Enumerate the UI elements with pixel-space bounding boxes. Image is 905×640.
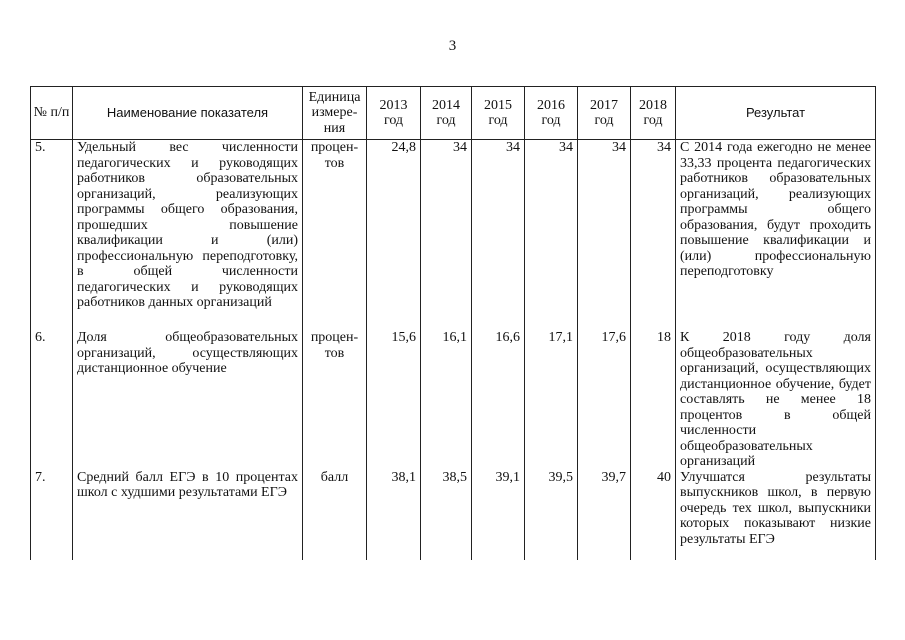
page-number: 3 bbox=[448, 38, 457, 54]
header-num: № п/п bbox=[31, 87, 73, 140]
row-result: К 2018 году доля общеобразовательных организаций, осуществляющих дистанционное обучение, будет составлять не менее 18 процентов в общей численности общеобразовательных организаций bbox=[676, 330, 876, 470]
header-year-2017: 2017 год bbox=[578, 87, 631, 140]
row-indicator-name: Удельный вес численности педагогических и руководящих работников образовательных организаций, реализующих программы общего образования, прошедших повышение квалификации и (или) профессиональную переподготовку, в общей численности педагогических и руководящих работников данных организаций bbox=[73, 140, 303, 331]
header-year-2016: 2016 год bbox=[525, 87, 578, 140]
header-unit: Единица измере- ния bbox=[303, 87, 367, 140]
row-value-2018: 40 bbox=[631, 470, 676, 560]
indicators-table-container bbox=[30, 86, 875, 560]
table-row bbox=[31, 330, 876, 470]
header-year-2013: 2013 год bbox=[367, 87, 421, 140]
row-value-2017: 17,6 bbox=[578, 330, 631, 470]
row-value-2015: 34 bbox=[472, 140, 525, 331]
row-value-2013: 24,8 bbox=[367, 140, 421, 331]
indicators-table bbox=[30, 86, 876, 560]
row-value-2014: 38,5 bbox=[421, 470, 472, 560]
row-unit: процен- тов bbox=[303, 330, 367, 470]
row-value-2015: 16,6 bbox=[472, 330, 525, 470]
row-result: С 2014 года ежегодно не менее 33,33 процента педагогических работников образовательных организаций, реализующих программы общего образования, будут проходить повышение квалификации и (или) профессиональную переподготовку bbox=[676, 140, 876, 331]
row-num: 7. bbox=[31, 470, 73, 560]
row-value-2017: 34 bbox=[578, 140, 631, 331]
row-value-2018: 34 bbox=[631, 140, 676, 331]
row-unit: балл bbox=[303, 470, 367, 560]
row-value-2014: 34 bbox=[421, 140, 472, 331]
table-row bbox=[31, 140, 876, 331]
row-value-2016: 34 bbox=[525, 140, 578, 331]
header-year-2018: 2018 год bbox=[631, 87, 676, 140]
row-indicator-name: Средний балл ЕГЭ в 10 процентах школ с худшими результатами ЕГЭ bbox=[73, 470, 303, 560]
table-row bbox=[31, 470, 876, 560]
row-value-2016: 39,5 bbox=[525, 470, 578, 560]
table-header bbox=[31, 87, 876, 140]
header-name: Наименование показателя bbox=[73, 87, 303, 140]
row-num: 5. bbox=[31, 140, 73, 331]
row-num: 6. bbox=[31, 330, 73, 470]
header-year-2014: 2014 год bbox=[421, 87, 472, 140]
row-value-2014: 16,1 bbox=[421, 330, 472, 470]
row-value-2013: 15,6 bbox=[367, 330, 421, 470]
row-value-2013: 38,1 bbox=[367, 470, 421, 560]
header-year-2015: 2015 год bbox=[472, 87, 525, 140]
header-result: Результат bbox=[676, 87, 876, 140]
row-value-2015: 39,1 bbox=[472, 470, 525, 560]
row-value-2016: 17,1 bbox=[525, 330, 578, 470]
row-result: Улучшатся результаты выпускников школ, в первую очередь тех школ, выпускники которых показывают низкие результаты ЕГЭ bbox=[676, 470, 876, 560]
row-value-2018: 18 bbox=[631, 330, 676, 470]
row-indicator-name: Доля общеобразовательных организаций, осуществляющих дистанционное обучение bbox=[73, 330, 303, 470]
row-unit: процен- тов bbox=[303, 140, 367, 331]
row-value-2017: 39,7 bbox=[578, 470, 631, 560]
